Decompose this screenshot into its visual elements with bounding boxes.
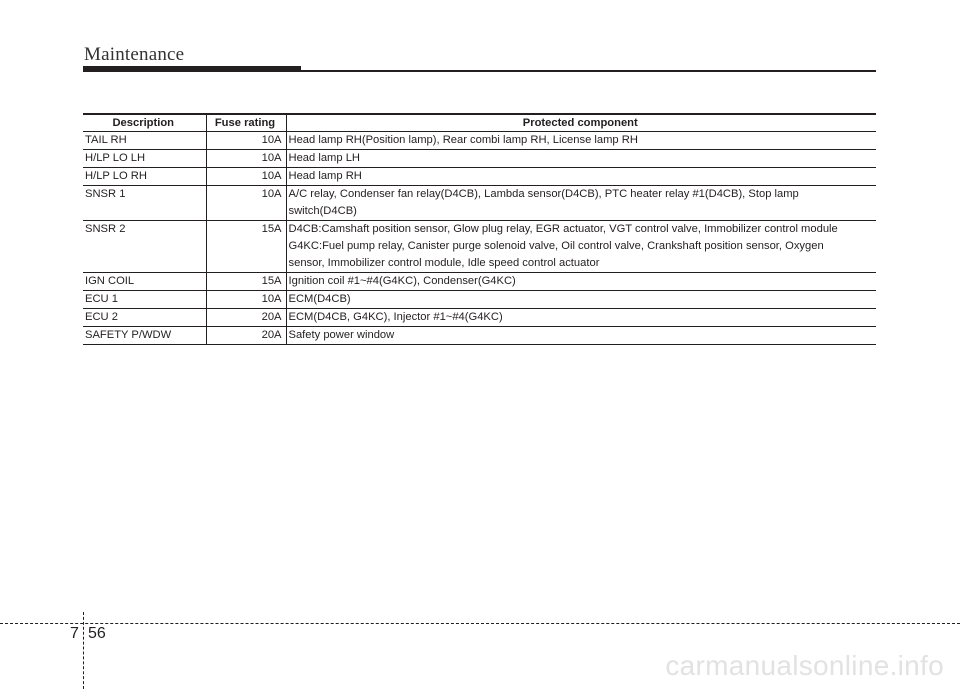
component-line: Safety power window: [288, 329, 395, 341]
page-section-title: Maintenance: [84, 44, 185, 65]
column-header-fuse-rating: Fuse rating: [206, 114, 286, 132]
row-protected-component: [286, 273, 876, 291]
table-row: [83, 273, 876, 291]
column-header-protected-component: Protected component: [286, 114, 876, 132]
table-row: [83, 221, 876, 273]
row-protected-component: [286, 291, 876, 309]
row-fuse-rating: 10A: [206, 132, 286, 150]
row-protected-component: [286, 221, 876, 273]
component-line: A/C relay, Condenser fan relay(D4CB), Lambda sensor(D4CB), PTC heater relay #1(D4CB), Stop lamp: [288, 188, 799, 200]
footer-divider-vertical: [83, 612, 84, 689]
row-fuse-rating: 10A: [206, 150, 286, 168]
component-line: Head lamp RH(Position lamp), Rear combi lamp RH, License lamp RH: [288, 134, 638, 146]
row-description: SNSR 1: [83, 186, 206, 221]
row-fuse-rating: 10A: [206, 186, 286, 221]
row-description: TAIL RH: [83, 132, 206, 150]
row-fuse-rating: 10A: [206, 291, 286, 309]
header-rule-thin: [301, 70, 876, 72]
row-protected-component: [286, 309, 876, 327]
row-description: IGN COIL: [83, 273, 206, 291]
footer-divider-horizontal: [0, 623, 960, 624]
column-header-description: Description: [83, 114, 206, 132]
row-protected-component: [286, 150, 876, 168]
row-description: SNSR 2: [83, 221, 206, 273]
component-line: D4CB:Camshaft position sensor, Glow plug relay, EGR actuator, VGT control valve, Immobilizer control module: [288, 223, 838, 235]
row-fuse-rating: 15A: [206, 221, 286, 273]
component-line: switch(D4CB): [288, 205, 357, 217]
table-row: [83, 327, 876, 345]
page-number: 56: [88, 625, 106, 642]
row-description: ECU 1: [83, 291, 206, 309]
component-line: Head lamp RH: [288, 170, 362, 182]
table-row: [83, 150, 876, 168]
row-fuse-rating: 15A: [206, 273, 286, 291]
table-row: [83, 168, 876, 186]
chapter-number: 7: [70, 625, 79, 642]
table-row: [83, 132, 876, 150]
watermark: carmanualsonline.info: [665, 650, 944, 681]
row-protected-component: [286, 132, 876, 150]
row-fuse-rating: 20A: [206, 309, 286, 327]
component-line: ECM(D4CB, G4KC), Injector #1~#4(G4KC): [288, 311, 503, 323]
fuse-table: [83, 113, 876, 345]
row-protected-component: [286, 186, 876, 221]
component-line: Head lamp LH: [288, 152, 361, 164]
row-description: H/LP LO LH: [83, 150, 206, 168]
component-line: sensor, Immobilizer control module, Idle speed control actuator: [288, 257, 600, 269]
row-description: H/LP LO RH: [83, 168, 206, 186]
table-row: [83, 186, 876, 221]
row-description: ECU 2: [83, 309, 206, 327]
table-header-row: [83, 114, 876, 132]
component-line: Ignition coil #1~#4(G4KC), Condenser(G4KC): [288, 275, 516, 287]
row-protected-component: [286, 168, 876, 186]
component-line: G4KC:Fuel pump relay, Canister purge solenoid valve, Oil control valve, Crankshaft position sensor, Oxygen: [288, 240, 824, 252]
row-fuse-rating: 10A: [206, 168, 286, 186]
component-line: ECM(D4CB): [288, 293, 351, 305]
table-row: [83, 291, 876, 309]
header-rule-thick: [83, 66, 301, 72]
row-description: SAFETY P/WDW: [83, 327, 206, 345]
table-row: [83, 309, 876, 327]
row-protected-component: [286, 327, 876, 345]
row-fuse-rating: 20A: [206, 327, 286, 345]
